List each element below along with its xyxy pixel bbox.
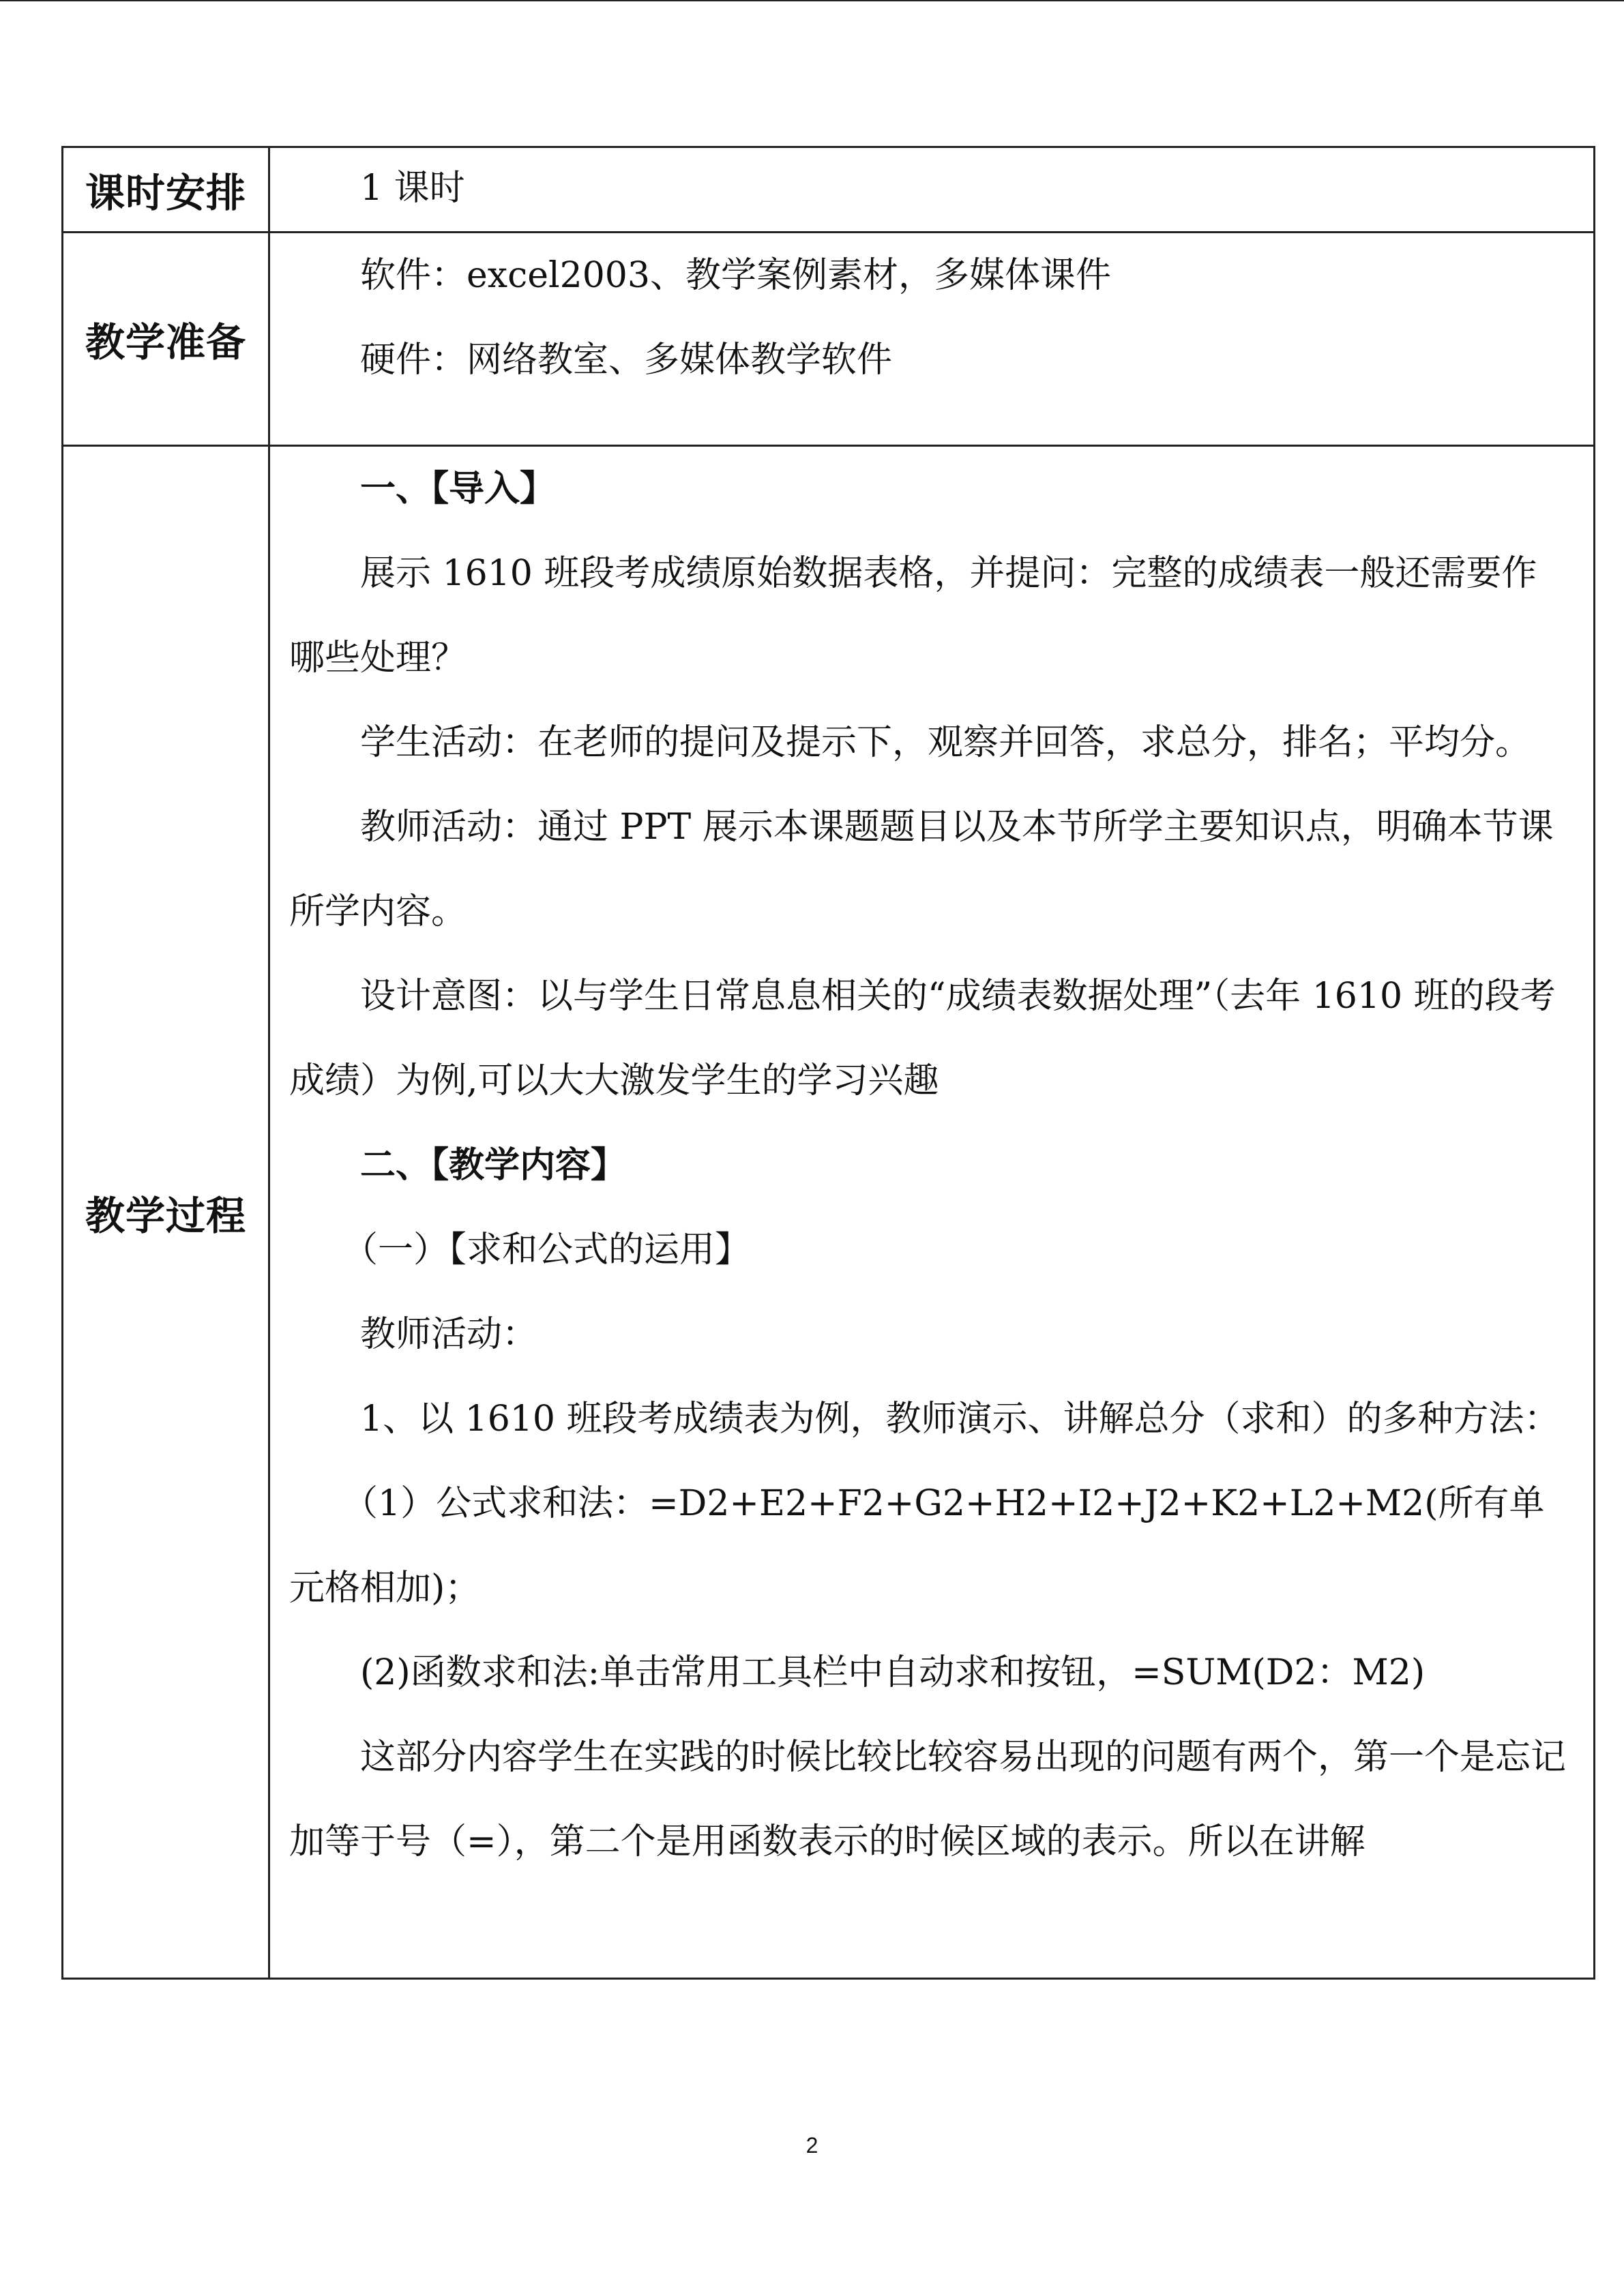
paragraph: 1、以 1610 班段考成绩表为例，教师演示、讲解总分（求和）的多种方法：	[360, 1399, 1560, 1440]
section-heading-intro: 一、【导入】	[360, 468, 556, 509]
page-number: 2	[806, 2133, 818, 2158]
page-top-rule	[0, 0, 1624, 1]
table-row-hours	[63, 147, 1595, 233]
hours-cell	[269, 147, 1595, 233]
preparation-software: 软件：excel2003、教学案例素材，多媒体课件	[360, 255, 1111, 296]
hours-label: 课时安排	[63, 147, 269, 233]
paragraph: 设计意图：以与学生日常息息相关的“成绩表数据处理”（去年 1610 班的段考成绩）为例,可以大大激发学生的学习兴趣	[289, 976, 1556, 1101]
table-row-preparation	[63, 233, 1595, 446]
process-cell	[269, 446, 1595, 1979]
paragraph: 教师活动：通过 PPT 展示本课题题目以及本节所学主要知识点，明确本节课所学内容。	[289, 807, 1554, 932]
paragraph: 学生活动：在老师的提问及提示下，观察并回答，求总分，排名；平均分。	[360, 722, 1531, 763]
table-row-process	[63, 446, 1595, 1979]
preparation-cell	[269, 233, 1595, 446]
paragraph: 展示 1610 班段考成绩原始数据表格，并提问：完整的成绩表一般还需要作哪些处理？	[289, 553, 1537, 679]
preparation-hardware: 硬件：网络教室、多媒体教学软件	[360, 340, 893, 381]
section-heading-content: 二、【教学内容】	[360, 1145, 627, 1186]
hours-value: 1 课时	[360, 168, 465, 209]
lesson-plan-table	[61, 146, 1595, 1980]
paragraph: （1）公式求和法：=D2+E2+F2+G2+H2+I2+J2+K2+L2+M2(所有单元格相加)；	[289, 1483, 1545, 1609]
paragraph: 这部分内容学生在实践的时候比较比较容易出现的问题有两个，第一个是忘记加等于号（=），第二个是用函数表示的时候区域的表示。所以在讲解	[289, 1737, 1567, 1862]
process-label: 教学过程	[63, 446, 269, 1979]
subsection-heading: （一）【求和公式的运用】	[342, 1229, 751, 1270]
paragraph: 教师活动：	[360, 1314, 538, 1355]
paragraph: (2)函数求和法:单击常用工具栏中自动求和按钮，=SUM(D2：M2)	[360, 1652, 1426, 1693]
preparation-label: 教学准备	[63, 233, 269, 446]
